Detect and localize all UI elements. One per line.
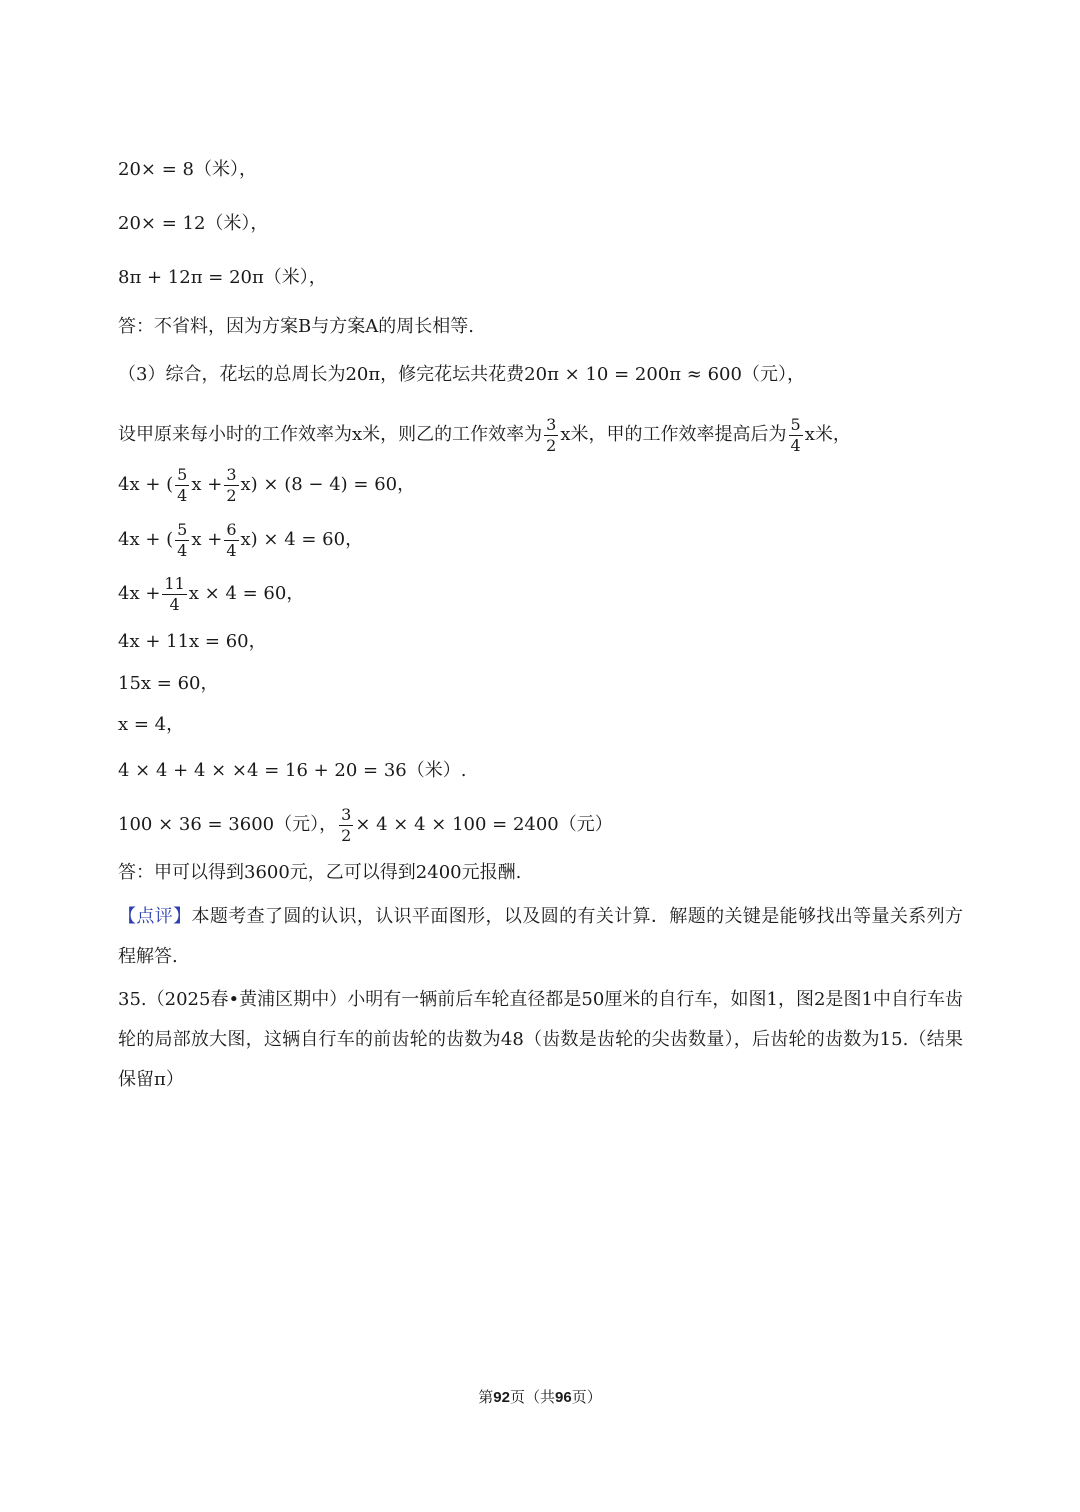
equation-line: 4x + ( $\frac{5}{4}$ x + $\frac{3}{2}$ x) × (8 − 4) = 60， bbox=[118, 464, 416, 505]
fraction: $\frac{11}{4}$ bbox=[164, 573, 185, 614]
fraction: $\frac{6}{4}$ bbox=[226, 519, 237, 560]
equation-line: 4x + $\frac{11}{4}$ x × 4 = 60， bbox=[118, 573, 305, 614]
part3-line: （3）综合，花坛的总周长为20π，修完花坛共花费20π × 10 = 200π ≈ 600（元）， bbox=[118, 364, 805, 385]
fraction: $\frac{3}{2}$ bbox=[226, 464, 237, 505]
total-pages: 96 bbox=[555, 1389, 572, 1406]
equation-line: 20× = 8（米）， bbox=[118, 159, 257, 180]
answer-line: 答：甲可以得到3600元，乙可以得到2400元报酬. bbox=[118, 862, 522, 883]
equation-line: x = 4， bbox=[118, 714, 185, 735]
fraction: $\frac{5}{4}$ bbox=[790, 414, 801, 455]
fraction: $\frac{3}{2}$ bbox=[546, 414, 557, 455]
setup-line: 设甲原来每小时的工作效率为x米，则乙的工作效率为 $\frac{3}{2}$ x米，甲的工作效率提高后为 $\frac{5}{4}$ x米， bbox=[118, 414, 851, 455]
equation-line: 4 × 4 + 4 × ×4 = 16 + 20 = 36（米）. bbox=[118, 760, 467, 781]
current-page: 92 bbox=[493, 1389, 510, 1406]
equation-line: 15x = 60， bbox=[118, 673, 219, 694]
equation-line: 4x + 11x = 60， bbox=[118, 631, 267, 652]
equation-line: 4x + ( $\frac{5}{4}$ x + $\frac{6}{4}$ x) × 4 = 60， bbox=[118, 519, 364, 560]
fraction: $\frac{5}{4}$ bbox=[177, 519, 188, 560]
comment-text: 本题考查了圆的认识，认识平面图形，以及圆的有关计算．解题的关键是能够找出等量关系列方程解答. bbox=[118, 906, 963, 967]
equation-line: 20× = 12（米）， bbox=[118, 213, 269, 234]
fraction: $\frac{3}{2}$ bbox=[341, 804, 352, 845]
comment-tag: 【点评】 bbox=[118, 906, 192, 927]
equation-line: 100 × 36 = 3600（元）， $\frac{3}{2}$ × 4 × 4 × 100 = 2400（元） bbox=[118, 804, 613, 845]
page-footer: 第92页（共96页） bbox=[478, 1389, 602, 1406]
fraction: $\frac{5}{4}$ bbox=[177, 464, 188, 505]
answer-line: 答：不省料，因为方案B与方案A的周长相等. bbox=[118, 316, 474, 337]
problem-35-paragraph: 35.（2025春•黄浦区期中）小明有一辆前后车轮直径都是50厘米的自行车，如图1，图2是图1中自行车齿轮的局部放大图，这辆自行车的前齿轮的齿数为48（齿数是齿轮的尖齿数量），后齿轮的齿数为15.（结果保留π） bbox=[118, 989, 963, 1090]
equation-line: 8π + 12π = 20π（米）， bbox=[118, 267, 327, 288]
comment-paragraph bbox=[118, 897, 963, 977]
